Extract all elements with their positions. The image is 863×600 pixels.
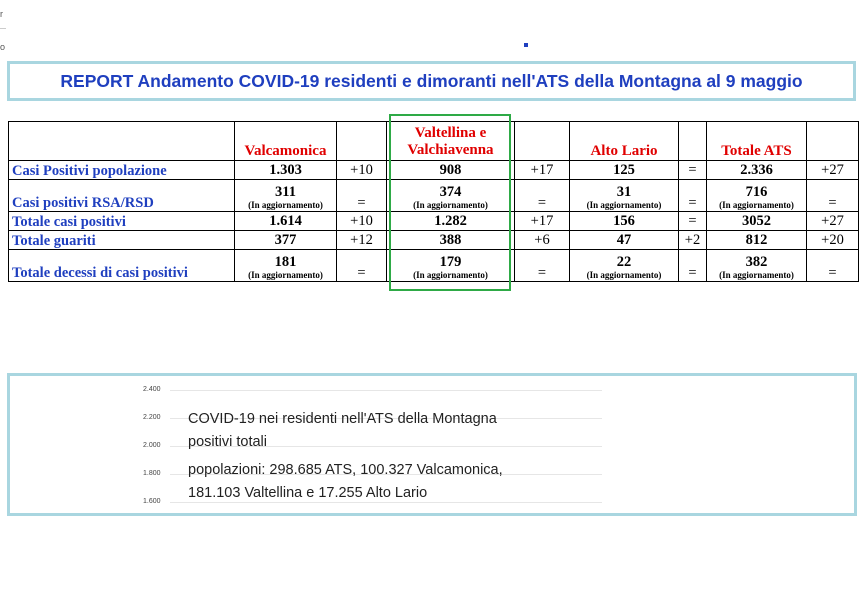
value-cell: 812 [707,231,807,250]
value-cell: 3052 [707,212,807,231]
status-note: (In aggiornamento) [586,200,662,210]
value-cell: 47 [570,231,679,250]
header-valtellina: Valtellina e Valchiavenna [387,122,515,161]
value-cell: 179 (In aggiornamento) [387,250,515,282]
row-label: Casi Positivi popolazione [9,161,235,180]
y-tick-label: 2.400 [143,386,161,393]
delta-cell: = [337,180,387,212]
gridline [170,502,602,503]
delta-cell: +10 [337,161,387,180]
y-tick-label: 2.200 [143,414,161,421]
delta-cell: = [679,212,707,231]
table-row [9,180,859,212]
edge-fragment-1: r [0,9,3,19]
value-cell: 1.282 [387,212,515,231]
row-label: Totale casi positivi [9,212,235,231]
delta-cell: +2 [679,231,707,250]
value-cell: 156 [570,212,679,231]
header-alto-lario: Alto Lario [570,122,679,161]
delta-cell: +27 [807,161,859,180]
header-empty [807,122,859,161]
gridline [170,390,602,391]
status-note: (In aggiornamento) [413,200,488,210]
chart-title-line-1: COVID-19 nei residenti nell'ATS della Montagna [188,411,497,427]
header-empty [337,122,387,161]
value-cell: 1.303 [235,161,337,180]
row-label: Totale guariti [9,231,235,250]
status-note: (In aggiornamento) [719,270,794,280]
chart-panel [7,373,857,516]
delta-cell: +10 [337,212,387,231]
delta-cell: +12 [337,231,387,250]
value-cell: 22 (In aggiornamento) [570,250,679,282]
edge-divider [0,28,6,29]
table-row [9,250,859,282]
table-row [9,161,859,180]
value-cell: 388 [387,231,515,250]
status-note: (In aggiornamento) [586,270,662,280]
header-empty [9,122,235,161]
y-tick-label: 1.600 [143,498,161,505]
delta-cell: = [515,250,570,282]
table-row [9,231,859,250]
status-note: (In aggiornamento) [719,200,794,210]
row-label: Totale decessi di casi positivi [9,250,235,282]
table-row [9,212,859,231]
status-note: (In aggiornamento) [248,200,323,210]
delta-cell: +17 [515,212,570,231]
value-cell: 125 [570,161,679,180]
delta-cell: = [679,180,707,212]
chart-note-line-2: 181.103 Valtellina e 17.255 Alto Lario [188,485,428,501]
chart-note-line-1: popolazioni: 298.685 ATS, 100.327 Valcamonica, [188,462,503,478]
row-label: Casi positivi RSA/RSD [9,180,235,212]
value-cell: 311 (In aggiornamento) [235,180,337,212]
delta-cell: +6 [515,231,570,250]
delta-cell: = [337,250,387,282]
delta-cell: = [679,161,707,180]
value-cell: 382 (In aggiornamento) [707,250,807,282]
delta-cell: +20 [807,231,859,250]
chart-title-line-2: positivi totali [188,434,267,450]
delta-cell: = [515,180,570,212]
header-empty [679,122,707,161]
table-header-row [9,122,859,161]
header-totale-ats: Totale ATS [707,122,807,161]
value-cell: 1.614 [235,212,337,231]
value-cell: 908 [387,161,515,180]
report-table [8,121,859,282]
delta-cell: +27 [807,212,859,231]
delta-cell: = [807,250,859,282]
header-valcamonica: Valcamonica [235,122,337,161]
header-empty [515,122,570,161]
value-cell: 377 [235,231,337,250]
value-cell: 716 (In aggiornamento) [707,180,807,212]
value-cell: 374 (In aggiornamento) [387,180,515,212]
value-cell: 31 (In aggiornamento) [570,180,679,212]
y-tick-label: 1.800 [143,470,161,477]
y-tick-label: 2.000 [143,442,161,449]
delta-cell: = [807,180,859,212]
status-note: (In aggiornamento) [248,270,323,280]
edge-fragment-2: o [0,42,6,52]
delta-cell: +17 [515,161,570,180]
value-cell: 181 (In aggiornamento) [235,250,337,282]
marker-dot [524,43,528,47]
value-cell: 2.336 [707,161,807,180]
report-title: REPORT Andamento COVID-19 residenti e dimoranti nell'ATS della Montagna al 9 maggio [60,70,803,91]
delta-cell: = [679,250,707,282]
report-title-box [7,61,856,101]
status-note: (In aggiornamento) [413,270,488,280]
